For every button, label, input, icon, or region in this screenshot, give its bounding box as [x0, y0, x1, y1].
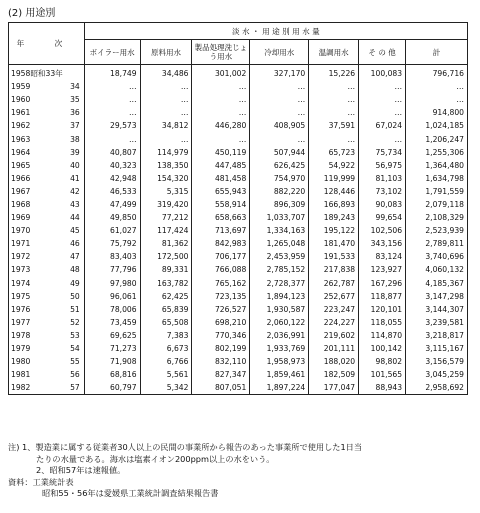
table-cell: 1,897,224 — [250, 381, 309, 395]
year-showa: 40 — [50, 159, 84, 172]
note-2: 2、昭和57年は速報値。 — [36, 465, 126, 475]
year-showa: 37 — [50, 119, 84, 132]
table-cell: 914,800 — [406, 106, 468, 119]
year-western: 1962 — [9, 119, 51, 132]
table-cell: 77,212 — [140, 211, 192, 224]
year-showa: 35 — [50, 93, 84, 106]
table-cell: 61,027 — [84, 224, 140, 237]
year-western: 1958昭和33年 — [9, 65, 85, 81]
table-cell: 2,785,152 — [250, 263, 309, 276]
table-cell: 40,807 — [84, 146, 140, 159]
table-row — [9, 329, 468, 342]
table-cell: 626,425 — [250, 159, 309, 172]
table-cell: 83,124 — [359, 250, 406, 263]
table-cell: 172,500 — [140, 250, 192, 263]
table-cell: … — [250, 93, 309, 106]
year-showa: 47 — [50, 250, 84, 263]
table-cell: 40,323 — [84, 159, 140, 172]
year-showa: 55 — [50, 355, 84, 368]
year-western: 1980 — [9, 355, 51, 368]
table-cell: 118,055 — [359, 316, 406, 329]
table-cell: … — [192, 132, 250, 145]
table-row — [9, 250, 468, 263]
table-cell: 42,948 — [84, 172, 140, 185]
column-header: 計 — [406, 40, 468, 65]
year-western: 1963 — [9, 132, 51, 145]
table-cell: 163,782 — [140, 277, 192, 290]
table-cell: 114,870 — [359, 329, 406, 342]
table-cell: 1,930,587 — [250, 303, 309, 316]
year-showa: 45 — [50, 224, 84, 237]
table-cell: 177,047 — [309, 381, 359, 395]
source-label: 資料： — [8, 476, 33, 487]
table-cell: 154,320 — [140, 172, 192, 185]
table-cell: … — [250, 80, 309, 93]
table-cell: 2,079,118 — [406, 198, 468, 211]
table-cell: 201,111 — [309, 342, 359, 355]
table-cell: 827,347 — [192, 368, 250, 381]
table-cell: 882,220 — [250, 185, 309, 198]
table-cell: 343,156 — [359, 237, 406, 250]
year-showa: 38 — [50, 132, 84, 145]
table-row — [9, 106, 468, 119]
table-row — [9, 316, 468, 329]
table-cell: 100,083 — [359, 65, 406, 81]
year-western: 1982 — [9, 381, 51, 395]
table-cell: 802,199 — [192, 342, 250, 355]
table-cell: … — [192, 106, 250, 119]
table-cell: … — [250, 106, 309, 119]
year-western: 1973 — [9, 263, 51, 276]
table-row — [9, 146, 468, 159]
table-cell: 71,908 — [84, 355, 140, 368]
table-cell: 6,673 — [140, 342, 192, 355]
year-western: 1961 — [9, 106, 51, 119]
table-cell: 3,115,167 — [406, 342, 468, 355]
year-showa: 34 — [50, 80, 84, 93]
table-cell: 7,383 — [140, 329, 192, 342]
table-row — [9, 211, 468, 224]
table-cell: … — [84, 132, 140, 145]
table-cell: 796,716 — [406, 65, 468, 81]
table-cell: 75,734 — [359, 146, 406, 159]
table-cell: 6,766 — [140, 355, 192, 368]
table-cell: 252,677 — [309, 290, 359, 303]
table-row — [9, 198, 468, 211]
table-cell: 189,243 — [309, 211, 359, 224]
table-cell: 182,509 — [309, 368, 359, 381]
year-showa: 39 — [50, 146, 84, 159]
year-showa: 52 — [50, 316, 84, 329]
table-cell: 1,958,973 — [250, 355, 309, 368]
table-cell: 3,147,298 — [406, 290, 468, 303]
table-cell: 770,346 — [192, 329, 250, 342]
table-cell: … — [84, 106, 140, 119]
table-row — [9, 342, 468, 355]
table-cell: … — [192, 80, 250, 93]
table-row — [9, 159, 468, 172]
year-western: 1960 — [9, 93, 51, 106]
table-row — [9, 224, 468, 237]
table-cell: 62,425 — [140, 290, 192, 303]
table-cell: 262,787 — [309, 277, 359, 290]
table-cell: 81,103 — [359, 172, 406, 185]
table-cell: 1,206,247 — [406, 132, 468, 145]
table-cell: 100,142 — [359, 342, 406, 355]
table-cell: 69,625 — [84, 329, 140, 342]
table-cell: 319,420 — [140, 198, 192, 211]
notes — [8, 442, 473, 500]
table-cell: … — [309, 80, 359, 93]
year-showa: 36 — [50, 106, 84, 119]
year-western: 1965 — [9, 159, 51, 172]
group-header: 淡 水 ・ 用 途 別 用 水 量 — [84, 23, 467, 40]
table-row — [9, 277, 468, 290]
table-cell: 446,280 — [192, 119, 250, 132]
year-showa: 46 — [50, 237, 84, 250]
table-cell: 698,210 — [192, 316, 250, 329]
note-1-line1: 製造業に属する従業者30人以上の民間の事業所から報告のあった事業所で使用した1日当 — [35, 442, 363, 452]
table-cell: 2,523,939 — [406, 224, 468, 237]
table-cell: 191,533 — [309, 250, 359, 263]
year-showa: 41 — [50, 172, 84, 185]
table-cell: 842,983 — [192, 237, 250, 250]
table-row — [9, 132, 468, 145]
table-cell: 1,033,707 — [250, 211, 309, 224]
table-cell: 558,914 — [192, 198, 250, 211]
table-cell: 2,453,959 — [250, 250, 309, 263]
table-cell: 3,045,259 — [406, 368, 468, 381]
year-western: 1969 — [9, 211, 51, 224]
year-western: 1968 — [9, 198, 51, 211]
column-header: 冷却用水 — [250, 40, 309, 65]
year-western: 1970 — [9, 224, 51, 237]
table-cell: 96,061 — [84, 290, 140, 303]
year-showa: 56 — [50, 368, 84, 381]
section-title: (2) 用途別 — [8, 8, 56, 19]
table-cell: 713,697 — [192, 224, 250, 237]
table-cell: 706,177 — [192, 250, 250, 263]
table-cell: … — [359, 93, 406, 106]
column-header: 原料用水 — [140, 40, 192, 65]
year-showa: 44 — [50, 211, 84, 224]
table-row — [9, 368, 468, 381]
table-cell: 102,506 — [359, 224, 406, 237]
table-row — [9, 237, 468, 250]
year-showa: 43 — [50, 198, 84, 211]
table-cell: 88,943 — [359, 381, 406, 395]
year-western: 1979 — [9, 342, 51, 355]
table-cell: 99,654 — [359, 211, 406, 224]
table-cell: 65,839 — [140, 303, 192, 316]
table-cell: 2,108,329 — [406, 211, 468, 224]
column-header: ボイラー用水 — [84, 40, 140, 65]
table-cell: 1,634,798 — [406, 172, 468, 185]
table-cell: 128,446 — [309, 185, 359, 198]
table-cell: 217,838 — [309, 263, 359, 276]
table-cell: 77,796 — [84, 263, 140, 276]
table-row — [9, 119, 468, 132]
year-western: 1977 — [9, 316, 51, 329]
table-cell: 2,036,991 — [250, 329, 309, 342]
table-cell: 726,527 — [192, 303, 250, 316]
table-cell: 766,088 — [192, 263, 250, 276]
table-cell: … — [359, 80, 406, 93]
year-header: 年 次 — [9, 23, 85, 65]
table-cell: 1,364,480 — [406, 159, 468, 172]
table-cell: 117,424 — [140, 224, 192, 237]
table-cell: … — [406, 93, 468, 106]
table-row — [9, 263, 468, 276]
table-cell: 34,486 — [140, 65, 192, 81]
year-western: 1978 — [9, 329, 51, 342]
table-cell: 1,024,185 — [406, 119, 468, 132]
table-cell: 118,877 — [359, 290, 406, 303]
column-header: 温調用水 — [309, 40, 359, 65]
table-cell: 754,970 — [250, 172, 309, 185]
table-row — [9, 381, 468, 395]
table-cell: … — [309, 93, 359, 106]
table-row — [9, 355, 468, 368]
table-cell: 46,533 — [84, 185, 140, 198]
table-cell: 65,723 — [309, 146, 359, 159]
table-cell: … — [309, 132, 359, 145]
table-cell: 1,894,123 — [250, 290, 309, 303]
table-cell: … — [192, 93, 250, 106]
year-western: 1967 — [9, 185, 51, 198]
table-cell: … — [140, 132, 192, 145]
table-cell: 114,979 — [140, 146, 192, 159]
year-showa: 42 — [50, 185, 84, 198]
table-cell: 2,728,377 — [250, 277, 309, 290]
table-cell: 89,331 — [140, 263, 192, 276]
year-showa: 49 — [50, 277, 84, 290]
year-showa: 51 — [50, 303, 84, 316]
table-cell: 166,893 — [309, 198, 359, 211]
year-western: 1974 — [9, 277, 51, 290]
table-cell: 832,110 — [192, 355, 250, 368]
table-cell: 181,470 — [309, 237, 359, 250]
column-header: 製品処理洗じょう用水 — [192, 40, 250, 65]
table-cell: 119,999 — [309, 172, 359, 185]
table-cell: 167,296 — [359, 277, 406, 290]
table-cell: 34,812 — [140, 119, 192, 132]
table-cell: … — [359, 106, 406, 119]
table-cell: 75,792 — [84, 237, 140, 250]
year-western: 1981 — [9, 368, 51, 381]
table-cell: 655,943 — [192, 185, 250, 198]
table-cell: … — [140, 80, 192, 93]
table-cell: 224,227 — [309, 316, 359, 329]
table-cell: 56,975 — [359, 159, 406, 172]
table-row — [9, 303, 468, 316]
table-cell: 81,362 — [140, 237, 192, 250]
table-cell: 195,122 — [309, 224, 359, 237]
table-cell: 450,119 — [192, 146, 250, 159]
table-cell: 71,273 — [84, 342, 140, 355]
table-cell: 98,802 — [359, 355, 406, 368]
table-cell: 2,789,811 — [406, 237, 468, 250]
note-1-label: 注) 1、 — [8, 442, 36, 452]
table-cell: 1,255,306 — [406, 146, 468, 159]
table-cell: 3,740,696 — [406, 250, 468, 263]
table-cell: 37,591 — [309, 119, 359, 132]
year-western: 1964 — [9, 146, 51, 159]
table-cell: 68,816 — [84, 368, 140, 381]
table-cell: 1,791,559 — [406, 185, 468, 198]
table-cell: 2,060,122 — [250, 316, 309, 329]
table-cell: 447,485 — [192, 159, 250, 172]
table-cell: … — [359, 132, 406, 145]
table-row — [9, 93, 468, 106]
table-cell: 15,226 — [309, 65, 359, 81]
table-cell: 1,334,163 — [250, 224, 309, 237]
table-cell: 896,309 — [250, 198, 309, 211]
table-row — [9, 185, 468, 198]
year-showa: 50 — [50, 290, 84, 303]
table-cell: 138,350 — [140, 159, 192, 172]
table-cell: 97,980 — [84, 277, 140, 290]
table-cell: 78,006 — [84, 303, 140, 316]
table-cell: 83,403 — [84, 250, 140, 263]
table-cell: 301,002 — [192, 65, 250, 81]
table-cell: 481,458 — [192, 172, 250, 185]
table-cell: 29,573 — [84, 119, 140, 132]
table-cell: 67,024 — [359, 119, 406, 132]
table-row — [9, 80, 468, 93]
table-cell: 5,315 — [140, 185, 192, 198]
table-cell: 54,922 — [309, 159, 359, 172]
table-cell: 4,060,132 — [406, 263, 468, 276]
table-cell: 73,102 — [359, 185, 406, 198]
table-cell: 188,020 — [309, 355, 359, 368]
year-showa: 48 — [50, 263, 84, 276]
table-cell: 1,933,769 — [250, 342, 309, 355]
year-western: 1971 — [9, 237, 51, 250]
table-cell: … — [140, 106, 192, 119]
table-cell: 765,162 — [192, 277, 250, 290]
table-cell: 327,170 — [250, 65, 309, 81]
year-showa: 53 — [50, 329, 84, 342]
note-1-line2: たりの水量である。海水は塩素イオン200ppm以上の水をいう。 — [36, 453, 275, 464]
table-cell: … — [406, 80, 468, 93]
table-cell: 3,218,817 — [406, 329, 468, 342]
table-cell: 120,101 — [359, 303, 406, 316]
table-cell: 65,508 — [140, 316, 192, 329]
table-cell: 2,958,692 — [406, 381, 468, 395]
year-showa: 54 — [50, 342, 84, 355]
table-cell: 1,859,461 — [250, 368, 309, 381]
column-header: そ の 他 — [359, 40, 406, 65]
source-2: 昭和55・56年は愛媛県工業統計調査結果報告書 — [42, 488, 219, 498]
table-cell: 658,663 — [192, 211, 250, 224]
year-western: 1959 — [9, 80, 51, 93]
table-cell: 807,051 — [192, 381, 250, 395]
table-cell: 5,561 — [140, 368, 192, 381]
table-row — [9, 65, 468, 81]
table-row — [9, 172, 468, 185]
year-western: 1975 — [9, 290, 51, 303]
table-cell: 1,265,048 — [250, 237, 309, 250]
table-cell: 3,239,581 — [406, 316, 468, 329]
table-cell: 723,135 — [192, 290, 250, 303]
table-cell: 73,459 — [84, 316, 140, 329]
table-cell: 90,083 — [359, 198, 406, 211]
table-cell: 408,905 — [250, 119, 309, 132]
table-cell: 5,342 — [140, 381, 192, 395]
source-1: 工業統計表 — [32, 476, 74, 487]
table-cell: 4,185,367 — [406, 277, 468, 290]
table-cell: … — [140, 93, 192, 106]
year-western: 1972 — [9, 250, 51, 263]
table-cell: 101,565 — [359, 368, 406, 381]
table-row — [9, 290, 468, 303]
table-cell: 60,797 — [84, 381, 140, 395]
table-cell: 219,602 — [309, 329, 359, 342]
table-cell: 507,944 — [250, 146, 309, 159]
table-cell: … — [84, 80, 140, 93]
year-showa: 57 — [50, 381, 84, 395]
table-cell: … — [250, 132, 309, 145]
year-western: 1966 — [9, 172, 51, 185]
table-cell: 3,144,307 — [406, 303, 468, 316]
table-cell: … — [84, 93, 140, 106]
table-cell: … — [309, 106, 359, 119]
water-usage-table — [8, 22, 468, 395]
table-cell: 47,499 — [84, 198, 140, 211]
table-cell: 18,749 — [84, 65, 140, 81]
table-cell: 3,156,579 — [406, 355, 468, 368]
year-western: 1976 — [9, 303, 51, 316]
table-cell: 49,850 — [84, 211, 140, 224]
table-cell: 223,247 — [309, 303, 359, 316]
table-cell: 123,927 — [359, 263, 406, 276]
